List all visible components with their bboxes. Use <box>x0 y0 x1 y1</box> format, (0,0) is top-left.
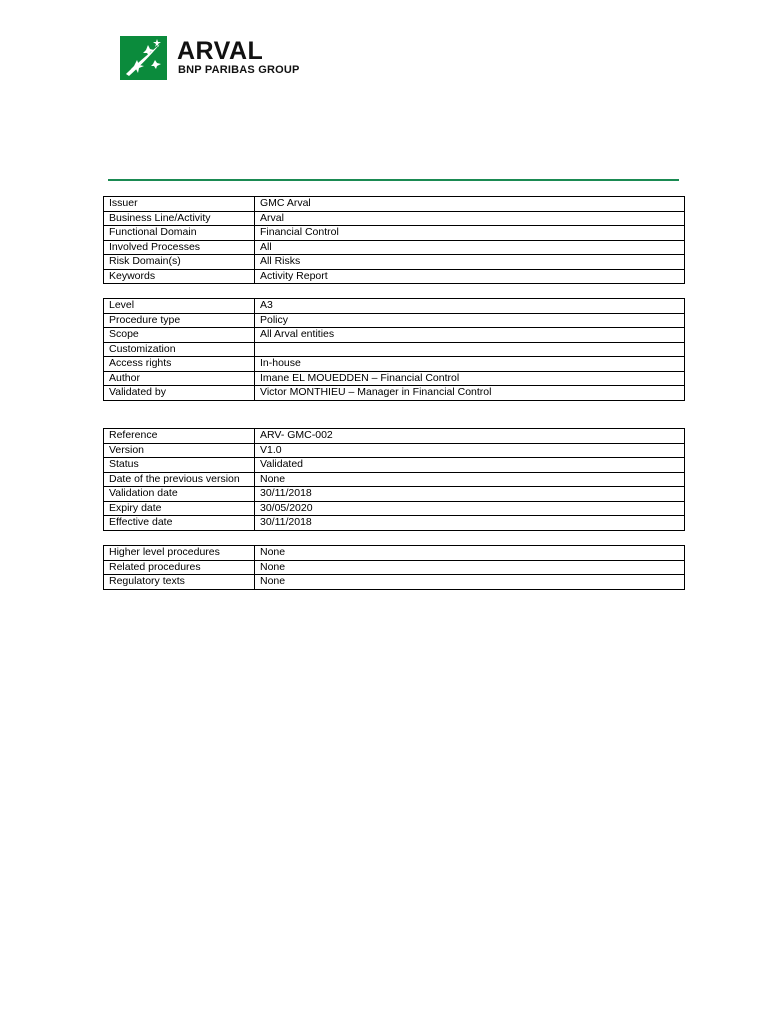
row-value: A3 <box>255 299 685 314</box>
row-label: Related procedures <box>104 560 255 575</box>
row-label: Risk Domain(s) <box>104 255 255 270</box>
table-row <box>104 560 685 575</box>
row-label: Procedure type <box>104 313 255 328</box>
table-row <box>104 328 685 343</box>
table-row <box>104 255 685 270</box>
related-procedures-table <box>103 545 685 590</box>
row-label: Customization <box>104 342 255 357</box>
table-row <box>104 240 685 255</box>
row-label: Scope <box>104 328 255 343</box>
row-value: Financial Control <box>255 226 685 241</box>
row-value: ARV- GMC-002 <box>255 429 685 444</box>
table-row <box>104 472 685 487</box>
table-row <box>104 299 685 314</box>
row-label: Issuer <box>104 197 255 212</box>
table-row <box>104 443 685 458</box>
row-value: 30/11/2018 <box>255 487 685 502</box>
row-value: Validated <box>255 458 685 473</box>
table-row <box>104 226 685 241</box>
row-label: Status <box>104 458 255 473</box>
row-value: All Risks <box>255 255 685 270</box>
table-row <box>104 546 685 561</box>
table-row <box>104 197 685 212</box>
table-row <box>104 516 685 531</box>
table-row <box>104 575 685 590</box>
row-label: Involved Processes <box>104 240 255 255</box>
row-label: Reference <box>104 429 255 444</box>
procedure-info-table <box>103 298 685 401</box>
row-label: Business Line/Activity <box>104 211 255 226</box>
row-label: Expiry date <box>104 501 255 516</box>
row-value: Victor MONTHIEU – Manager in Financial Control <box>255 386 685 401</box>
row-value: Policy <box>255 313 685 328</box>
table-row <box>104 357 685 372</box>
table-row <box>104 313 685 328</box>
table-row <box>104 269 685 284</box>
row-value: None <box>255 546 685 561</box>
row-label: Level <box>104 299 255 314</box>
table-row <box>104 342 685 357</box>
row-value: Activity Report <box>255 269 685 284</box>
table-row <box>104 487 685 502</box>
table-row <box>104 501 685 516</box>
arval-logo <box>120 36 330 82</box>
row-value: None <box>255 575 685 590</box>
row-value: None <box>255 560 685 575</box>
row-value: None <box>255 472 685 487</box>
header-rule <box>108 179 679 181</box>
row-label: Functional Domain <box>104 226 255 241</box>
table-row <box>104 386 685 401</box>
row-value: V1.0 <box>255 443 685 458</box>
table-row <box>104 429 685 444</box>
row-label: Higher level procedures <box>104 546 255 561</box>
row-value: In-house <box>255 357 685 372</box>
table-row <box>104 458 685 473</box>
row-value: 30/05/2020 <box>255 501 685 516</box>
version-info-table <box>103 428 685 531</box>
row-value <box>255 342 685 357</box>
row-value: GMC Arval <box>255 197 685 212</box>
logo-group: BNP PARIBAS GROUP <box>178 64 300 76</box>
row-label: Author <box>104 371 255 386</box>
row-label: Version <box>104 443 255 458</box>
row-label: Validation date <box>104 487 255 502</box>
row-label: Effective date <box>104 516 255 531</box>
row-value: 30/11/2018 <box>255 516 685 531</box>
row-label: Keywords <box>104 269 255 284</box>
table-row <box>104 371 685 386</box>
logo-name: ARVAL <box>177 37 264 65</box>
row-value: All <box>255 240 685 255</box>
row-label: Validated by <box>104 386 255 401</box>
row-label: Regulatory texts <box>104 575 255 590</box>
bnp-stars-icon <box>120 36 167 80</box>
document-info-table <box>103 196 685 284</box>
row-label: Access rights <box>104 357 255 372</box>
table-row <box>104 211 685 226</box>
row-value: Arval <box>255 211 685 226</box>
row-value: Imane EL MOUEDDEN – Financial Control <box>255 371 685 386</box>
row-label: Date of the previous version <box>104 472 255 487</box>
row-value: All Arval entities <box>255 328 685 343</box>
